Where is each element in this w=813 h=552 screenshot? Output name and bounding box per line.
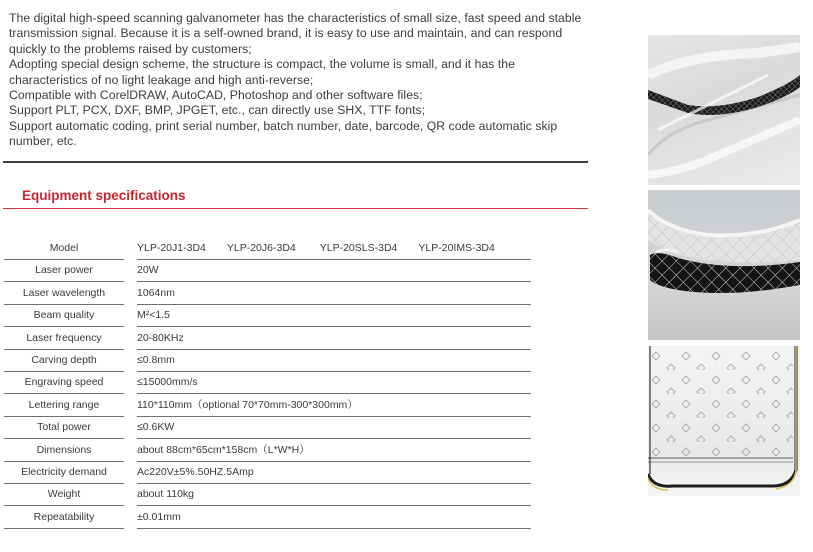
spec-label: Laser frequency [4, 328, 124, 350]
spec-value: ≤0.6KW [137, 417, 531, 439]
product-photo-clear-case [648, 346, 800, 496]
product-photo-bumper-frame [648, 35, 800, 185]
clear-case-illustration [648, 346, 800, 496]
bumper-frame-illustration [648, 35, 800, 185]
spec-value: ±0.01mm [137, 507, 531, 529]
spec-value: 20W [137, 260, 531, 282]
spec-label: Dimensions [4, 440, 124, 462]
spec-label: Lettering range [4, 395, 124, 417]
divider-red [3, 208, 588, 209]
description-paragraph: Adopting special design scheme, the structure is compact, the volume is small, and it has the characteristics of no light leakage and high anti-reverse; [9, 57, 515, 87]
spec-value: 110*110mm（optional 70*70mm-300*300mm） [137, 395, 531, 417]
spec-value: ≤15000mm/s [137, 372, 531, 394]
spec-label: Beam quality [4, 305, 124, 327]
engraved-closeup-illustration [648, 190, 800, 340]
model-value: YLP-20J6-3D4 [226, 242, 296, 254]
divider-dark [3, 161, 588, 163]
spec-label: Weight [4, 484, 124, 506]
model-value: YLP-20IMS-3D4 [418, 242, 495, 254]
spec-label: Laser wavelength [4, 283, 124, 305]
spec-label: Engraving speed [4, 372, 124, 394]
description-paragraph: Compatible with CorelDRAW, AutoCAD, Photoshop and other software files; [9, 88, 423, 103]
product-description [9, 11, 594, 150]
spec-label: Carving depth [4, 350, 124, 372]
spec-label: Total power [4, 417, 124, 439]
model-value: YLP-20J1-3D4 [137, 242, 206, 254]
spec-value: about 110kg [137, 484, 531, 506]
spec-value: 20-80KHz [137, 328, 531, 350]
model-values [137, 238, 531, 260]
description-paragraph: Support PLT, PCX, DXF, BMP, JPGET, etc., can directly use SHX, TTF fonts; [9, 103, 426, 118]
spec-label: Model [4, 238, 124, 260]
product-photo-engraved-closeup [648, 190, 800, 340]
model-value: YLP-20SLS-3D4 [319, 242, 398, 254]
description-paragraph: The digital high-speed scanning galvanometer has the characteristics of small size, fast speed and stable transmission signal. Because it is a self-owned brand, it is easy to use and maintain, and can respond quickly to the problems raised by customers; [9, 11, 582, 56]
spec-label: Repeatability [4, 507, 124, 529]
spec-value: 1064nm [137, 283, 531, 305]
spec-label: Electricity demand [4, 462, 124, 484]
spec-value: Ac220V±5%.50HZ.5Amp [137, 462, 531, 484]
description-paragraph: Support automatic coding, print serial number, batch number, date, barcode, QR code automatic skip number, etc. [9, 118, 558, 149]
spec-value: M²<1.5 [137, 305, 531, 327]
section-title: Equipment specifications [22, 188, 186, 203]
spec-label: Laser power [4, 260, 124, 282]
spec-value: ≤0.8mm [137, 350, 531, 372]
spec-value: about 88cm*65cm*158cm（L*W*H） [137, 440, 531, 462]
